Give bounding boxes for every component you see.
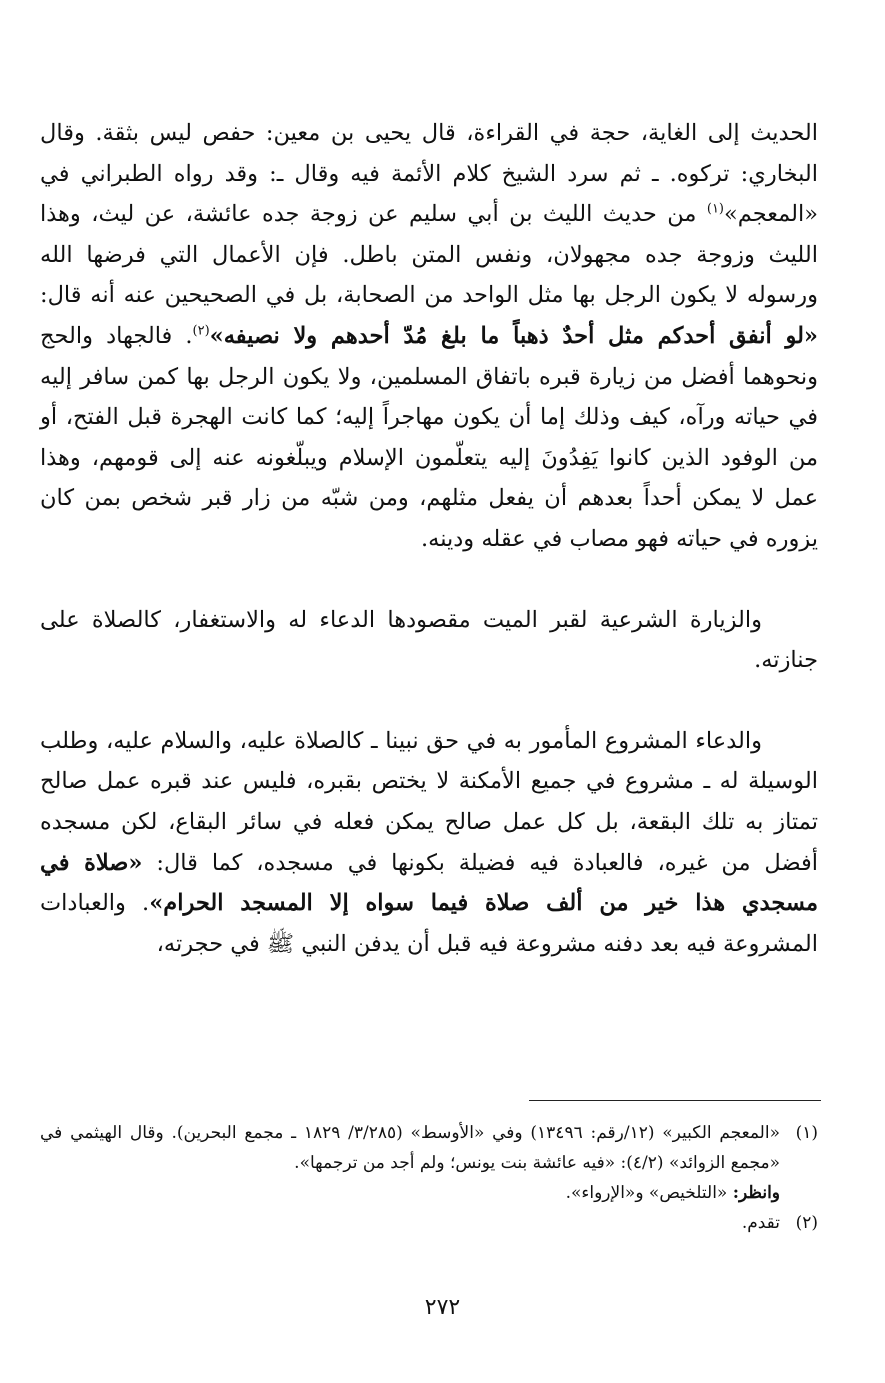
main-text xyxy=(40,113,818,964)
page-number: ٢٧٢ xyxy=(424,1295,461,1320)
footnote-2-text: تقدم. xyxy=(741,1213,780,1233)
footnote-1-see-also-text: «التلخيص» و«الإرواء». xyxy=(565,1183,733,1203)
footnote-1-see-also-label: وانظر: xyxy=(732,1183,780,1203)
footnote-2 xyxy=(40,1208,818,1238)
paragraph-3-part-2: . والعبادات المشروعة فيه بعد دفنه مشروعة فيه قبل أن يدفن النبي ﷺ في حجرته، xyxy=(40,890,818,957)
hadith-quote-1: «لو أنفق أحدكم مثل أحدٌ ذهباً ما بلغ مُدّ أحدهم ولا نصيفه» xyxy=(209,322,818,349)
footnote-separator xyxy=(529,1100,821,1101)
paragraph-2-text: والزيارة الشرعية لقبر الميت مقصودها الدعاء له والاستغفار، كالصلاة على جنازته. xyxy=(40,606,818,674)
footnote-1 xyxy=(40,1118,818,1178)
paragraph-3-part-1: والدعاء المشروع المأمور به في حق نبينا ـ كالصلاة عليه، والسلام عليه، وطلب الوسيلة له ـ مشروع في جميع الأمكنة لا يختص بقبره، فليس عند قبره عمل صالح تمتاز به تلك البقعة، بل كل عمل صالح يمكن فعله في سائر البقاع، لكن مسجده أفضل من غيره، فالعبادة فيه فضيلة بكونها في مسجده، كما قال: xyxy=(40,727,818,876)
paragraph-1 xyxy=(40,113,818,560)
footnote-1-see-also xyxy=(40,1178,818,1208)
footnote-1-text: «المعجم الكبير» (١٢/رقم: ١٣٤٩٦) وفي «الأوسط» (٣/٢٨٥/ ١٨٢٩ ـ مجمع البحرين). وقال الهيثمي في «مجمع الزوائد» (٤/٢): «فيه عائشة بنت يونس؛ ولم أجد من ترجمها». xyxy=(40,1123,780,1173)
paragraph-1-part-3: . فالجهاد والحج ونحوهما أفضل من زيارة قبره باتفاق المسلمين، ولا يكون الرجل بها كمن سافر إليه في حياته ورآه، كيف وذلك إما أن يكون مهاجراً إليه؛ كما كانت الهجرة قبل الفتح، أو من الوفود الذين كانوا يَفِدُونَ إليه يتعلّمون الإسلام ويبلّغونه عنه إلى قومهم، وهذا عمل لا يمكن أحداً بعدهم أن يفعل مثلهم، ومن شبّه من زار قبر شخص بمن كان يزوره في حياته فهو مصاب في عقله ودينه. xyxy=(40,322,818,552)
footnote-ref-2: (٢) xyxy=(192,323,210,339)
paragraph-3 xyxy=(40,721,818,965)
paragraph-1-part-1: الحديث إلى الغاية، حجة في القراءة، قال يحيى بن معين: حفص ليس بثقة. وقال البخاري: تركوه. ـ ثم سرد الشيخ كلام الأئمة فيه وقال ـ: وقد رواه الطبراني في «المعجم» xyxy=(40,120,818,228)
footnotes xyxy=(40,1118,818,1238)
footnote-1-number: (١) xyxy=(795,1123,818,1143)
paragraph-2 xyxy=(40,600,818,681)
hadith-quote-2: «صلاة في مسجدي هذا خير من ألف صلاة فيما سواه إلا المسجد الحرام» xyxy=(40,849,819,917)
footnote-2-number: (٢) xyxy=(795,1213,818,1233)
paragraph-1-part-2: من حديث الليث بن أبي سليم عن زوجة جده عائشة، عن ليث، وهذا الليث وزوجة جده مجهولان، ونفس المتن باطل. فإن الأعمال التي فرضها الله ورسوله لا يكون الرجل بها مثل الواحد من الصحابة، بل في الصحيحين عنه أنه قال: xyxy=(40,201,818,309)
footnote-ref-1: (١) xyxy=(706,201,724,217)
